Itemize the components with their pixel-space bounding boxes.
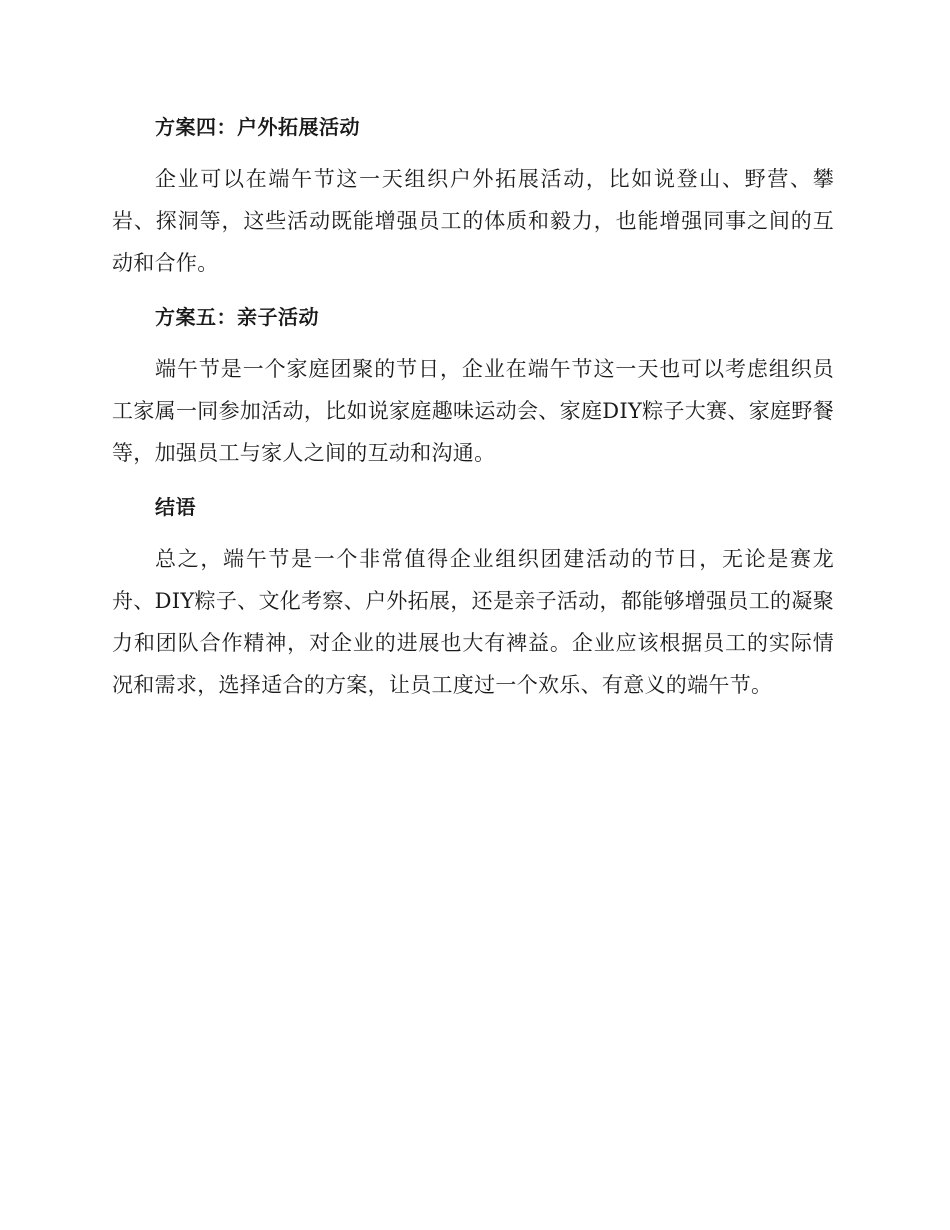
section-heading-family: 方案五：亲子活动 <box>155 305 319 329</box>
document-content <box>112 108 834 720</box>
section-body-conclusion: 总之，端午节是一个非常值得企业组织团建活动的节日，无论是赛龙舟、DIY粽子、文化考察、户外拓展，还是亲子活动，都能够增强员工的凝聚力和团队合作精神，对企业的进展也大有裨益。企业应该根据员工的实际情况和需求，选择适合的方案，让员工度过一个欢乐、有意义的端午节。 <box>112 547 834 697</box>
section-body-outdoor: 企业可以在端午节这一天组织户外拓展活动，比如说登山、野营、攀岩、探洞等，这些活动既能增强员工的体质和毅力，也能增强同事之间的互动和合作。 <box>112 167 834 275</box>
section-heading-outdoor: 方案四：户外拓展活动 <box>155 115 360 139</box>
section-body-family: 端午节是一个家庭团聚的节日，企业在端午节这一天也可以考虑组织员工家属一同参加活动，比如说家庭趣味运动会、家庭DIY粽子大赛、家庭野餐等，加强员工与家人之间的互动和沟通。 <box>112 357 834 465</box>
section-heading-conclusion: 结语 <box>155 495 196 519</box>
